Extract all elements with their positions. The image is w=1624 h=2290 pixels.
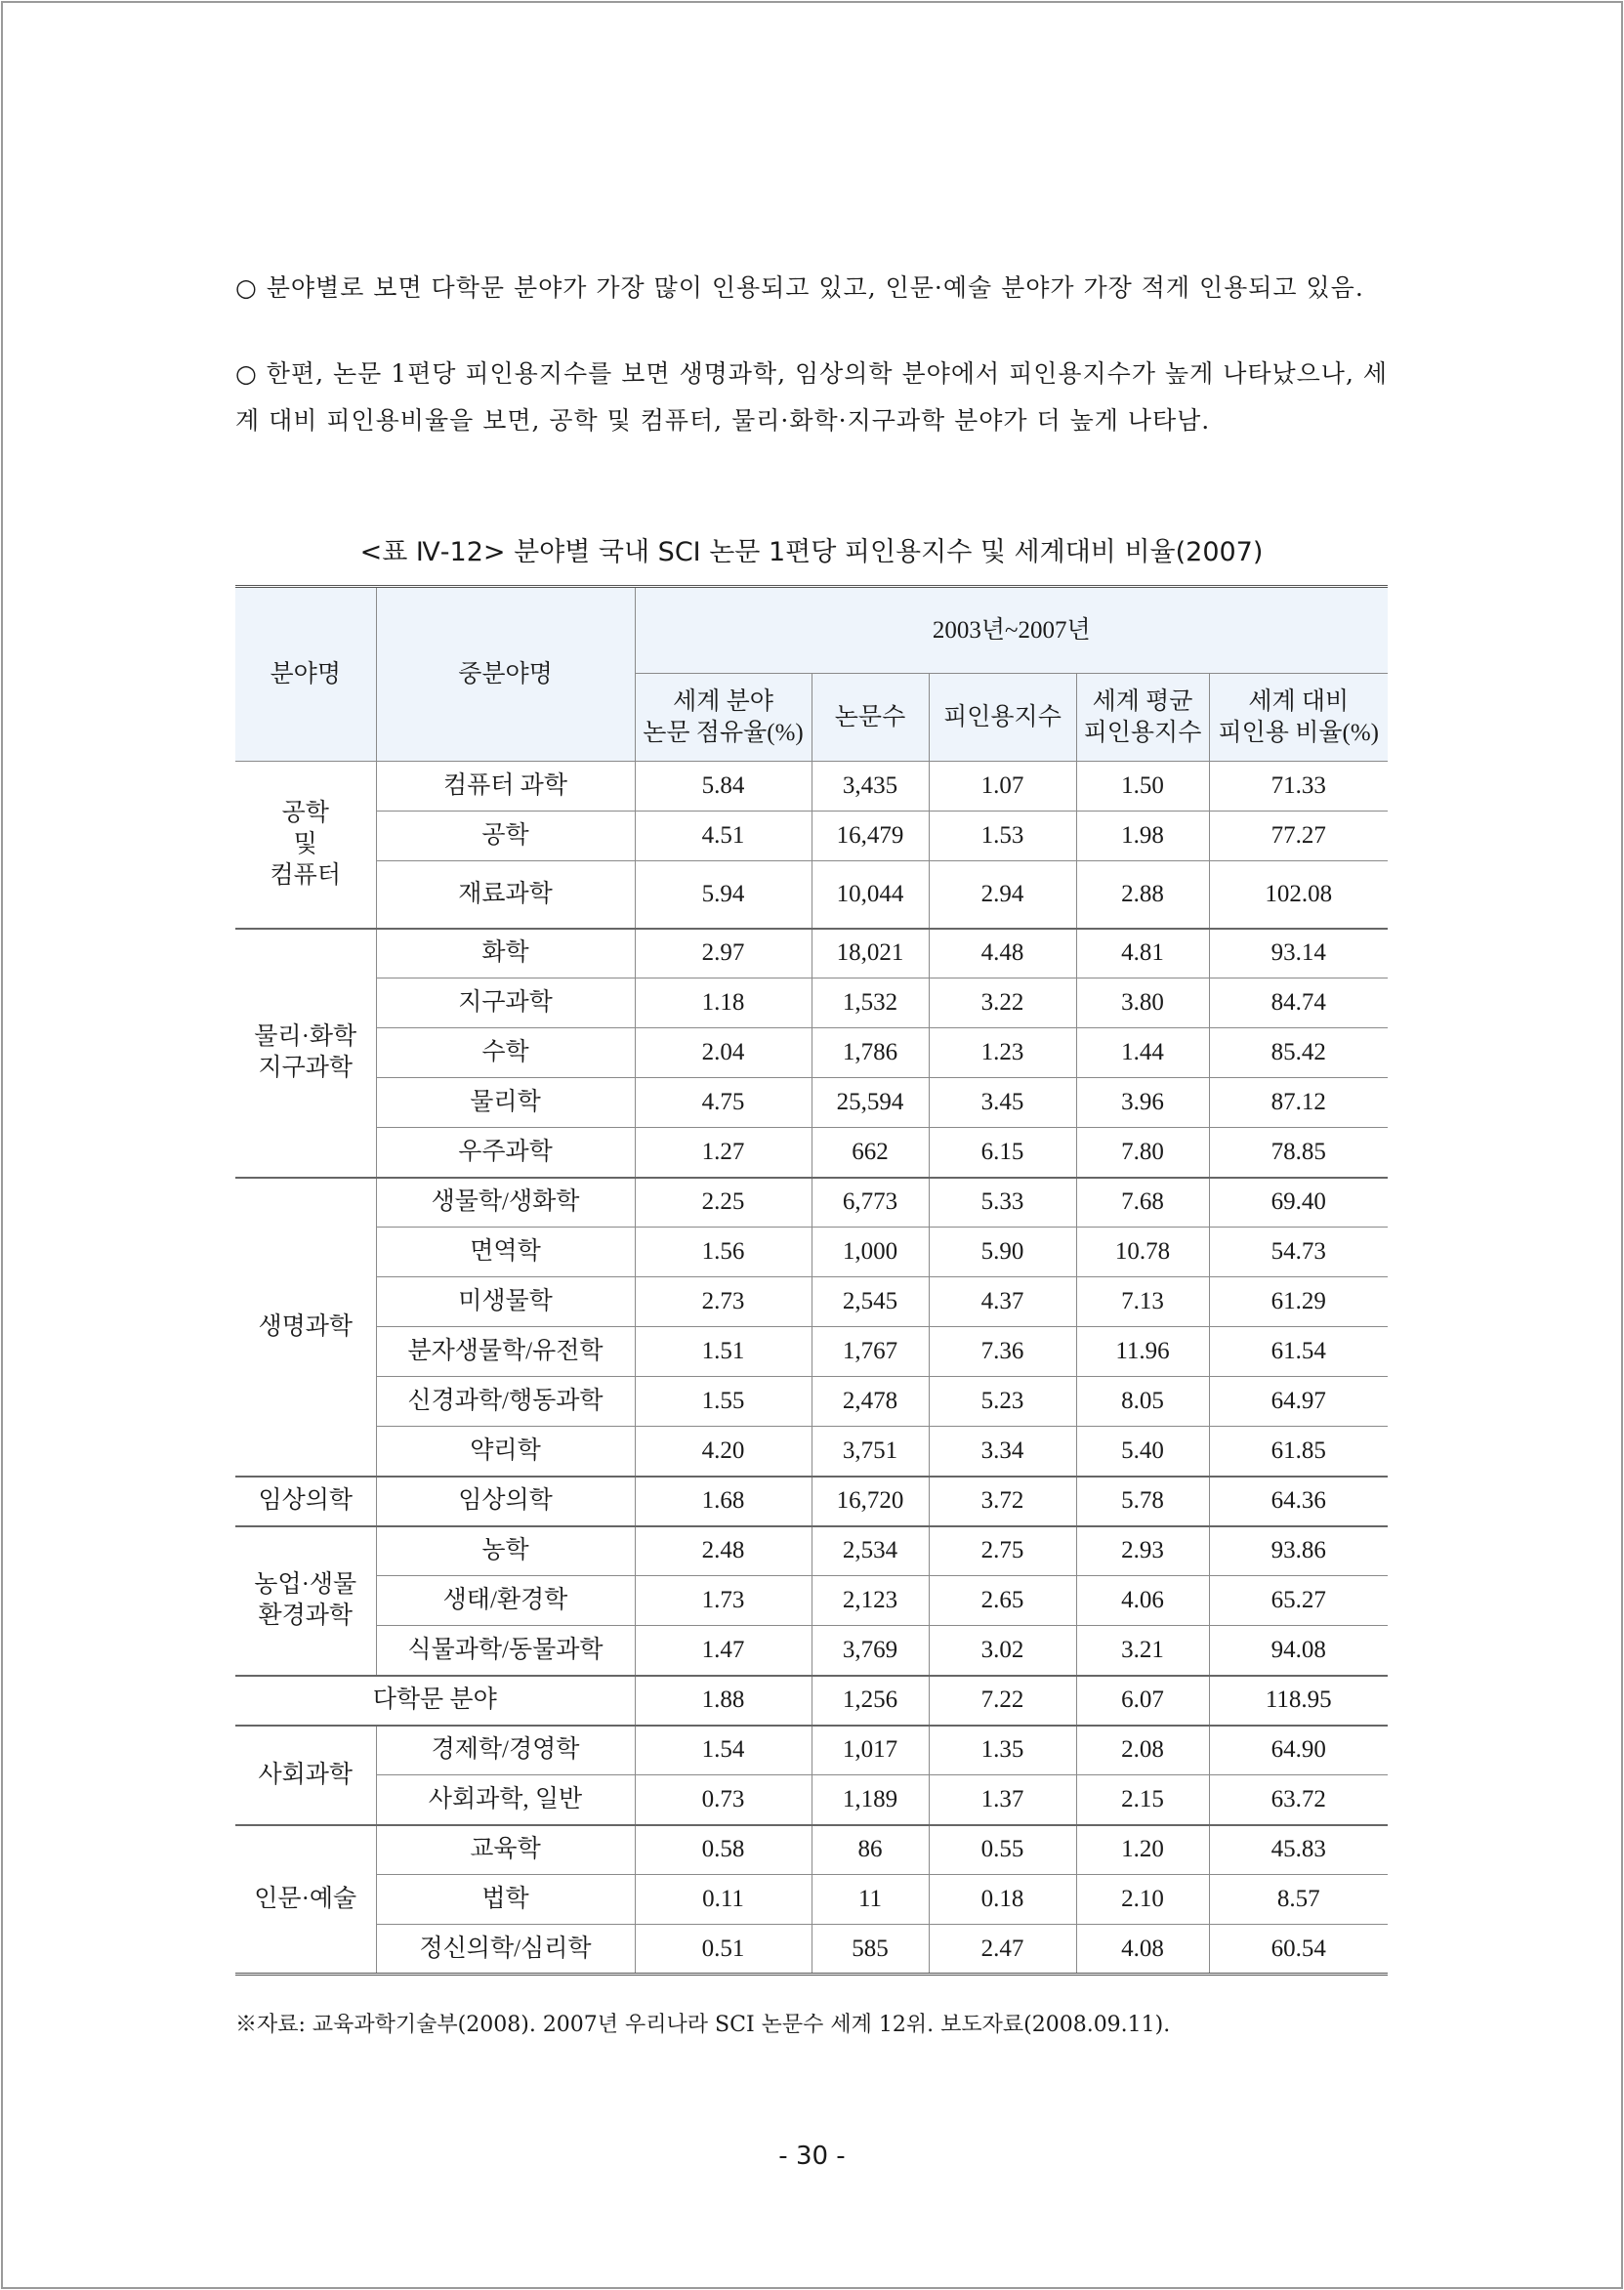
citation-cell: 3.02 <box>929 1626 1076 1676</box>
ratio-cell: 45.83 <box>1209 1825 1388 1875</box>
table-row <box>235 1825 1388 1875</box>
share-cell: 1.47 <box>635 1626 812 1676</box>
table-row <box>235 1178 1388 1228</box>
table-caption: <표 Ⅳ-12> 분야별 국내 SCI 논문 1편당 피인용지수 및 세계대비 비율(2007) <box>359 537 1264 567</box>
citation-cell: 1.07 <box>929 762 1076 812</box>
world-avg-cell: 2.93 <box>1076 1526 1209 1576</box>
ratio-cell: 77.27 <box>1209 812 1388 861</box>
subfield-cell: 사회과학, 일반 <box>376 1775 635 1825</box>
world-avg-cell: 5.78 <box>1076 1477 1209 1526</box>
subfield-cell: 정신의학/심리학 <box>376 1925 635 1975</box>
share-cell: 1.55 <box>635 1377 812 1427</box>
subfield-cell: 물리학 <box>376 1078 635 1128</box>
papers-cell: 3,751 <box>812 1427 929 1477</box>
share-cell: 1.56 <box>635 1228 812 1277</box>
ratio-cell: 64.90 <box>1209 1726 1388 1775</box>
citation-cell: 5.23 <box>929 1377 1076 1427</box>
share-cell: 2.48 <box>635 1526 812 1576</box>
table-row <box>235 1576 1388 1626</box>
document-page <box>1 1 1623 2289</box>
citation-cell: 5.33 <box>929 1178 1076 1228</box>
subfield-cell: 농학 <box>376 1526 635 1576</box>
world-avg-cell: 7.80 <box>1076 1128 1209 1178</box>
papers-cell: 662 <box>812 1128 929 1178</box>
table-row <box>235 1327 1388 1377</box>
papers-cell: 18,021 <box>812 929 929 978</box>
citation-cell: 5.90 <box>929 1228 1076 1277</box>
share-cell: 1.68 <box>635 1477 812 1526</box>
group-life-science: 생명과학 <box>235 1178 376 1477</box>
world-avg-cell: 3.80 <box>1076 978 1209 1028</box>
subfield-cell: 경제학/경영학 <box>376 1726 635 1775</box>
table-row <box>235 1228 1388 1277</box>
citation-cell: 3.22 <box>929 978 1076 1028</box>
header-field: 분야명 <box>235 587 376 762</box>
papers-cell: 16,720 <box>812 1477 929 1526</box>
papers-cell: 1,532 <box>812 978 929 1028</box>
citation-cell: 6.15 <box>929 1128 1076 1178</box>
table-row <box>235 1726 1388 1775</box>
group-engineering-computer <box>235 762 376 929</box>
world-avg-cell: 3.96 <box>1076 1078 1209 1128</box>
ratio-cell: 64.97 <box>1209 1377 1388 1427</box>
subfield-cell: 컴퓨터 과학 <box>376 762 635 812</box>
citation-cell: 2.94 <box>929 861 1076 929</box>
table-row <box>235 812 1388 861</box>
papers-cell: 11 <box>812 1875 929 1925</box>
subfield-cell: 생태/환경학 <box>376 1576 635 1626</box>
page-number: - 30 - <box>778 2142 846 2171</box>
papers-cell: 1,767 <box>812 1327 929 1377</box>
citation-cell: 2.75 <box>929 1526 1076 1576</box>
citation-cell: 1.23 <box>929 1028 1076 1078</box>
world-avg-cell: 2.88 <box>1076 861 1209 929</box>
group-multidisciplinary: 다학문 분야 <box>235 1676 635 1726</box>
group-agri-bio-env <box>235 1526 376 1676</box>
share-cell: 0.51 <box>635 1925 812 1975</box>
papers-cell: 2,545 <box>812 1277 929 1327</box>
world-avg-cell: 5.40 <box>1076 1427 1209 1477</box>
world-avg-cell: 2.15 <box>1076 1775 1209 1825</box>
share-cell: 2.04 <box>635 1028 812 1078</box>
world-avg-cell: 1.44 <box>1076 1028 1209 1078</box>
citation-cell: 0.18 <box>929 1875 1076 1925</box>
table-row <box>235 861 1388 929</box>
world-avg-cell: 8.05 <box>1076 1377 1209 1427</box>
table-row <box>235 1626 1388 1676</box>
world-avg-cell: 10.78 <box>1076 1228 1209 1277</box>
papers-cell: 1,786 <box>812 1028 929 1078</box>
share-cell: 5.84 <box>635 762 812 812</box>
ratio-cell: 69.40 <box>1209 1178 1388 1228</box>
citation-cell: 2.47 <box>929 1925 1076 1975</box>
ratio-cell: 93.86 <box>1209 1526 1388 1576</box>
share-cell: 0.11 <box>635 1875 812 1925</box>
papers-cell: 1,017 <box>812 1726 929 1775</box>
table-row <box>235 978 1388 1028</box>
subfield-cell: 재료과학 <box>376 861 635 929</box>
group-label-line: 컴퓨터 <box>270 861 341 889</box>
ratio-cell: 8.57 <box>1209 1875 1388 1925</box>
subfield-cell: 임상의학 <box>376 1477 635 1526</box>
world-avg-cell: 3.21 <box>1076 1626 1209 1676</box>
subfield-cell: 수학 <box>376 1028 635 1078</box>
group-clinical-medicine: 임상의학 <box>235 1477 376 1526</box>
group-label-line: 지구과학 <box>258 1055 354 1081</box>
group-label-line: 물리·화학 <box>254 1023 357 1050</box>
share-cell: 1.88 <box>635 1676 812 1726</box>
group-label-line: 및 <box>293 830 317 857</box>
table-row <box>235 929 1388 978</box>
subfield-cell: 우주과학 <box>376 1128 635 1178</box>
share-cell: 4.75 <box>635 1078 812 1128</box>
ratio-cell: 93.14 <box>1209 929 1388 978</box>
ratio-cell: 61.85 <box>1209 1427 1388 1477</box>
citation-cell: 2.65 <box>929 1576 1076 1626</box>
world-avg-cell: 4.06 <box>1076 1576 1209 1626</box>
papers-cell: 2,534 <box>812 1526 929 1576</box>
header-papers: 논문수 <box>812 674 929 762</box>
citation-cell: 7.22 <box>929 1676 1076 1726</box>
share-cell: 1.27 <box>635 1128 812 1178</box>
papers-cell: 86 <box>812 1825 929 1875</box>
share-cell: 0.73 <box>635 1775 812 1825</box>
ratio-cell: 63.72 <box>1209 1775 1388 1825</box>
world-avg-cell: 2.10 <box>1076 1875 1209 1925</box>
header-world-avg-line1: 세계 평균 <box>1092 687 1193 715</box>
share-cell: 0.58 <box>635 1825 812 1875</box>
citation-cell: 0.55 <box>929 1825 1076 1875</box>
share-cell: 2.73 <box>635 1277 812 1327</box>
subfield-cell: 생물학/생화학 <box>376 1178 635 1228</box>
subfield-cell: 신경과학/행동과학 <box>376 1377 635 1427</box>
papers-cell: 3,435 <box>812 762 929 812</box>
share-cell: 2.25 <box>635 1178 812 1228</box>
papers-cell: 16,479 <box>812 812 929 861</box>
ratio-cell: 64.36 <box>1209 1477 1388 1526</box>
table-row <box>235 1128 1388 1178</box>
table-row <box>235 1775 1388 1825</box>
header-subfield: 중분야명 <box>376 587 635 762</box>
ratio-cell: 87.12 <box>1209 1078 1388 1128</box>
ratio-cell: 71.33 <box>1209 762 1388 812</box>
share-cell: 5.94 <box>635 861 812 929</box>
header-world-share-line2: 논문 점유율(%) <box>643 719 804 746</box>
header-world-ratio-line2: 피인용 비율(%) <box>1218 719 1379 746</box>
citation-cell: 3.34 <box>929 1427 1076 1477</box>
subfield-cell: 화학 <box>376 929 635 978</box>
world-avg-cell: 1.20 <box>1076 1825 1209 1875</box>
table-row <box>235 1676 1388 1726</box>
share-cell: 1.18 <box>635 978 812 1028</box>
citation-cell: 7.36 <box>929 1327 1076 1377</box>
group-social-science: 사회과학 <box>235 1726 376 1825</box>
subfield-cell: 교육학 <box>376 1825 635 1875</box>
share-cell: 4.51 <box>635 812 812 861</box>
subfield-cell: 면역학 <box>376 1228 635 1277</box>
header-world-ratio <box>1209 674 1388 762</box>
papers-cell: 25,594 <box>812 1078 929 1128</box>
world-avg-cell: 4.08 <box>1076 1925 1209 1975</box>
citation-cell: 1.37 <box>929 1775 1076 1825</box>
header-citation-index: 피인용지수 <box>929 674 1076 762</box>
ratio-cell: 54.73 <box>1209 1228 1388 1277</box>
world-avg-cell: 7.68 <box>1076 1178 1209 1228</box>
table-header-row <box>235 587 1388 674</box>
citation-cell: 3.72 <box>929 1477 1076 1526</box>
subfield-cell: 식물과학/동물과학 <box>376 1626 635 1676</box>
papers-cell: 10,044 <box>812 861 929 929</box>
group-label-line: 환경과학 <box>258 1603 354 1629</box>
papers-cell: 3,769 <box>812 1626 929 1676</box>
group-label-line: 농업·생물 <box>254 1571 357 1598</box>
header-world-share <box>635 674 812 762</box>
group-label-line: 공학 <box>281 799 329 826</box>
citation-cell: 4.37 <box>929 1277 1076 1327</box>
world-avg-cell: 6.07 <box>1076 1676 1209 1726</box>
share-cell: 2.97 <box>635 929 812 978</box>
header-period: 2003년~2007년 <box>635 587 1388 674</box>
table-row <box>235 1427 1388 1477</box>
world-avg-cell: 7.13 <box>1076 1277 1209 1327</box>
papers-cell: 585 <box>812 1925 929 1975</box>
papers-cell: 2,123 <box>812 1576 929 1626</box>
world-avg-cell: 1.98 <box>1076 812 1209 861</box>
citation-table <box>235 585 1388 1976</box>
papers-cell: 2,478 <box>812 1377 929 1427</box>
subfield-cell: 약리학 <box>376 1427 635 1477</box>
share-cell: 4.20 <box>635 1427 812 1477</box>
subfield-cell: 지구과학 <box>376 978 635 1028</box>
papers-cell: 6,773 <box>812 1178 929 1228</box>
ratio-cell: 61.54 <box>1209 1327 1388 1377</box>
share-cell: 1.54 <box>635 1726 812 1775</box>
subfield-cell: 공학 <box>376 812 635 861</box>
header-world-ratio-line1: 세계 대비 <box>1248 687 1350 715</box>
ratio-cell: 85.42 <box>1209 1028 1388 1078</box>
world-avg-cell: 2.08 <box>1076 1726 1209 1775</box>
ratio-cell: 84.74 <box>1209 978 1388 1028</box>
table-row <box>235 1875 1388 1925</box>
ratio-cell: 60.54 <box>1209 1925 1388 1975</box>
citation-cell: 3.45 <box>929 1078 1076 1128</box>
ratio-cell: 78.85 <box>1209 1128 1388 1178</box>
share-cell: 1.51 <box>635 1327 812 1377</box>
world-avg-cell: 4.81 <box>1076 929 1209 978</box>
ratio-cell: 61.29 <box>1209 1277 1388 1327</box>
citation-cell: 4.48 <box>929 929 1076 978</box>
table-row <box>235 1377 1388 1427</box>
subfield-cell: 미생물학 <box>376 1277 635 1327</box>
group-physics-chemistry-earth <box>235 929 376 1178</box>
header-world-avg <box>1076 674 1209 762</box>
table-row <box>235 1526 1388 1576</box>
paragraph-citation-by-field: ○ 분야별로 보면 다학문 분야가 가장 많이 인용되고 있고, 인문·예술 분야가 가장 적게 인용되고 있음. <box>235 273 1364 302</box>
header-world-share-line1: 세계 분야 <box>673 687 773 715</box>
subfield-cell: 분자생물학/유전학 <box>376 1327 635 1377</box>
world-avg-cell: 11.96 <box>1076 1327 1209 1377</box>
ratio-cell: 102.08 <box>1209 861 1388 929</box>
table-row <box>235 762 1388 812</box>
world-avg-cell: 1.50 <box>1076 762 1209 812</box>
ratio-cell: 94.08 <box>1209 1626 1388 1676</box>
table-row <box>235 1477 1388 1526</box>
table-row <box>235 1925 1388 1975</box>
header-world-avg-line2: 피인용지수 <box>1083 719 1202 746</box>
ratio-cell: 118.95 <box>1209 1676 1388 1726</box>
papers-cell: 1,256 <box>812 1676 929 1726</box>
citation-cell: 1.53 <box>929 812 1076 861</box>
group-humanities-arts: 인문·예술 <box>235 1825 376 1975</box>
source-note: ※자료: 교육과학기술부(2008). 2007년 우리나라 SCI 논문수 세계 12위. 보도자료(2008.09.11). <box>235 2013 1171 2037</box>
citation-cell: 1.35 <box>929 1726 1076 1775</box>
table-row <box>235 1078 1388 1128</box>
share-cell: 1.73 <box>635 1576 812 1626</box>
ratio-cell: 65.27 <box>1209 1576 1388 1626</box>
subfield-cell: 법학 <box>376 1875 635 1925</box>
papers-cell: 1,189 <box>812 1775 929 1825</box>
table-row <box>235 1277 1388 1327</box>
papers-cell: 1,000 <box>812 1228 929 1277</box>
paragraph-citation-ratio: ○ 한편, 논문 1편당 피인용지수를 보면 생명과학, 임상의학 분야에서 피인용지수가 높게 나타났으나, 세계 대비 피인용비율을 보면, 공학 및 컴퓨터, 물리·화학·지구과학 분야가 더 높게 나타남. <box>235 359 1388 435</box>
table-row <box>235 1028 1388 1078</box>
